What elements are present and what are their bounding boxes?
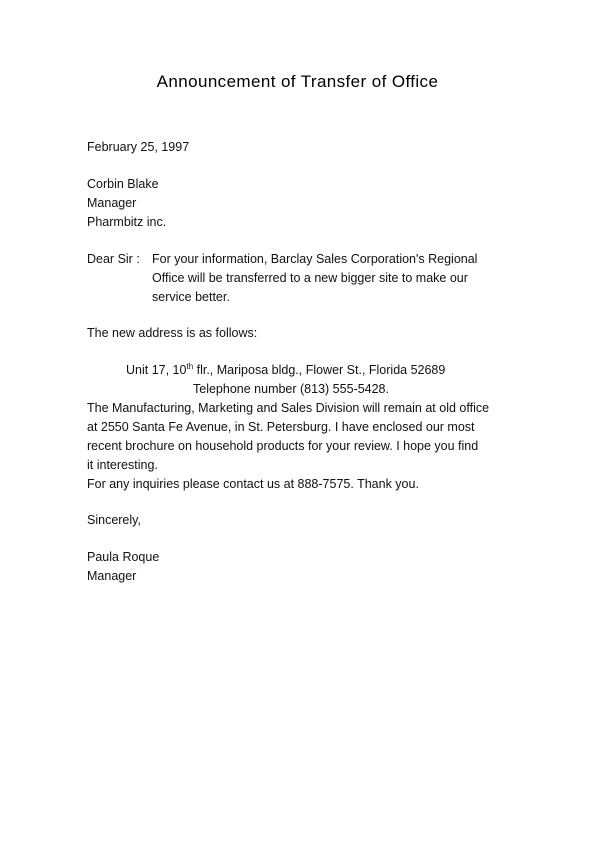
address-telephone: Telephone number (813) 555-5428.	[193, 382, 389, 396]
closing: Sincerely,	[87, 513, 141, 527]
letter-date: February 25, 1997	[87, 140, 190, 154]
address-street: flr., Mariposa bldg., Flower St., Florida 52689	[193, 363, 446, 377]
intro-line: Office will be transferred to a new bigger site to make our	[152, 271, 468, 285]
body-line: For any inquiries please contact us at 888-7575. Thank you.	[87, 477, 419, 491]
sender-name: Paula Roque	[87, 550, 160, 564]
recipient-title: Manager	[87, 196, 137, 210]
address-intro: The new address is as follows:	[87, 326, 258, 340]
body-line: The Manufacturing, Marketing and Sales Division will remain at old office	[87, 401, 490, 415]
body-line: at 2550 Santa Fe Avenue, in St. Petersburg. I have enclosed our most	[87, 420, 475, 434]
address-floor-suffix: th	[186, 361, 194, 371]
body-line: it interesting.	[87, 458, 158, 472]
body-line: recent brochure on household products for your review. I hope you find	[87, 439, 479, 453]
address-line-1	[126, 361, 445, 380]
address-unit: Unit 17, 10	[126, 363, 187, 377]
recipient-name: Corbin Blake	[87, 177, 159, 191]
document-title: Announcement of Transfer of Office	[156, 72, 439, 91]
recipient-company: Pharmbitz inc.	[87, 215, 167, 229]
sender-title: Manager	[87, 569, 137, 583]
intro-line: For your information, Barclay Sales Corporation's Regional	[152, 252, 478, 266]
salutation: Dear Sir :	[87, 252, 140, 266]
intro-line: service better.	[152, 290, 230, 304]
